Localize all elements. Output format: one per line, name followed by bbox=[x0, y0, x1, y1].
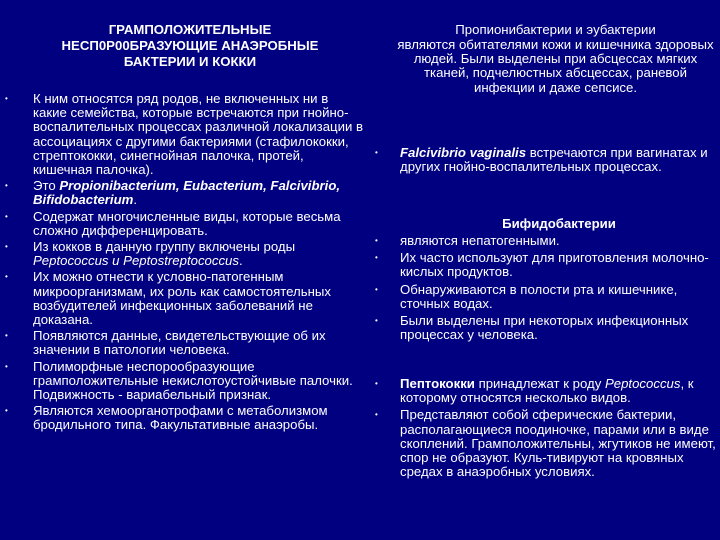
bullet-icon: • bbox=[375, 148, 378, 157]
list-item: • Пептококки принадлежат к роду Peptococcus, к которому относятся несколько видов. bbox=[375, 376, 694, 406]
peptococcus-list bbox=[375, 376, 718, 482]
list-item: • Их часто используют для приготовления молочно-кислых продуктов. bbox=[375, 250, 709, 280]
left-bullet-list bbox=[5, 91, 363, 435]
left-heading: ГРАМПОЛОЖИТЕЛЬНЫЕ НЕСП0Р00БРАЗУЮЩИЕ АНАЭРОБНЫЕ БАКТЕРИИ И КОККИ bbox=[61, 22, 319, 69]
bullet-icon: • bbox=[375, 253, 378, 263]
list-item: • Это Propionibacterium, Eubacterium, Falcivibrio, Bifidobacterium. bbox=[5, 178, 341, 208]
bullet-icon: • bbox=[5, 181, 8, 191]
bullet-icon: • bbox=[375, 316, 378, 326]
list-item: • К ним относятся ряд родов, не включенных ни в какие семейства, которые встречаются при гнойно-воспалительных процессах различной локализации в ассоциациях с другими бактериями (стафилококки, стрептококки, синегнойная палочка, протей, кишечная палочка). bbox=[5, 91, 363, 178]
bifido-list bbox=[375, 233, 718, 345]
bullet-icon: • bbox=[5, 272, 8, 282]
bullet-icon: • bbox=[5, 211, 8, 221]
bullet-icon: • bbox=[375, 284, 378, 294]
bullet-icon: • bbox=[5, 406, 8, 416]
list-item: • Их можно отнести к условно-патогенным микроорганизмам, их роль как самостоятельных возбудителей инфекционных заболеваний не доказана. bbox=[5, 269, 331, 328]
propioni-heading: Пропионибактерии и эубактерии bbox=[455, 22, 656, 37]
list-item: • Представляют собой сферические бактерии, располагающиеся поодиночке, парами или в виде скоплений. Грамположительны, жгутиков не имеют, спор не образуют. Куль-тивируют на кровяных средах в анаэробных условиях. bbox=[375, 407, 716, 480]
list-item: • Появляются данные, свидетельствующие об их значении в патологии человека. bbox=[5, 328, 326, 358]
propioni-block bbox=[393, 22, 718, 95]
bullet-icon: • bbox=[5, 331, 8, 341]
bullet-icon: • bbox=[375, 379, 378, 388]
list-item: • Из кокков в данную группу включены роды Peptococcus и Peptostreptococcus. bbox=[5, 239, 296, 269]
list-item: • Falcivibrio vaginalis встречаются при вагинатах и других гнойно-воспалительных процессах. bbox=[375, 145, 708, 175]
list-item: • Содержат многочисленные виды, которые весьма сложно дифференцировать. bbox=[5, 208, 341, 238]
list-item: • Полиморфные неспорообразующие грамположительные некислотоустойчивые палочки. Подвижность - вариабельный признак. bbox=[5, 358, 353, 403]
bullet-icon: • bbox=[375, 236, 378, 245]
list-item: • Являются хемоорганотрофами с метаболизмом бродильного типа. Факультативные анаэробы. bbox=[5, 403, 328, 433]
list-item: • являются непатогенными. bbox=[375, 233, 560, 248]
falcivibrio-list bbox=[375, 145, 718, 175]
bullet-icon: • bbox=[5, 242, 8, 252]
bullet-icon: • bbox=[5, 361, 8, 371]
bullet-icon: • bbox=[5, 94, 8, 103]
list-item: • Были выделены при некоторых инфекционных процессах у человека. bbox=[375, 313, 689, 343]
propioni-text: являются обитателями кожи и кишечника здоровых людей. Были выделены при абсцессах мягких тканей, подчелюстных абсцессах, раневой инфекции и даже сепсисе. bbox=[397, 37, 714, 95]
list-item: • Обнаруживаются в полости рта и кишечнике, сточных водах. bbox=[375, 281, 678, 311]
bullet-icon: • bbox=[375, 410, 378, 420]
bifido-heading: Бифидобактерии bbox=[502, 216, 616, 231]
